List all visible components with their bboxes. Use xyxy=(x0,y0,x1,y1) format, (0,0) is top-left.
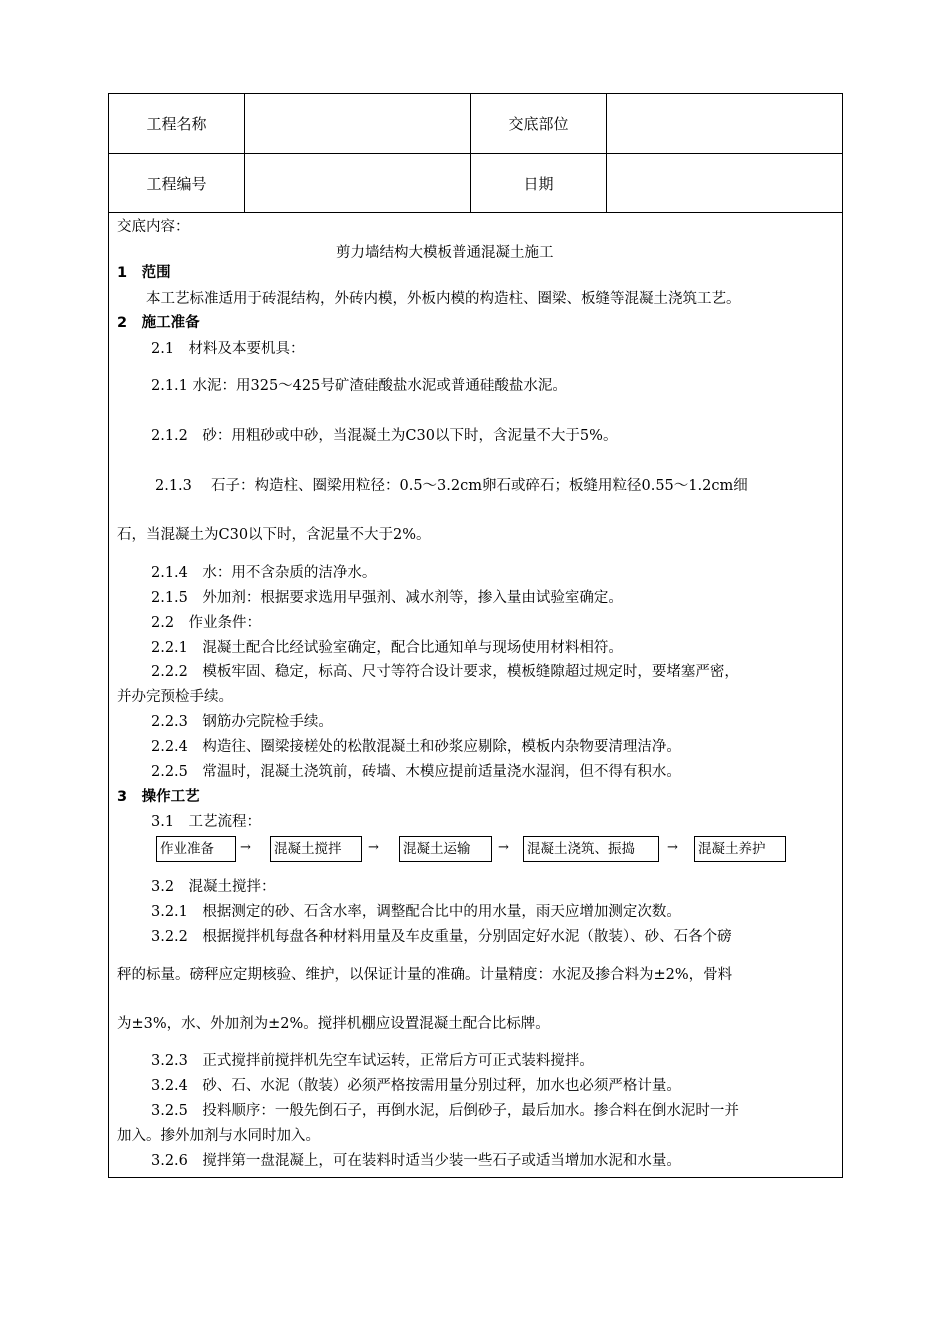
paragraph: 3.2.6 搅拌第一盘混凝上，可在装料时适当少装一些石子或适当增加水泥和水量。 xyxy=(151,1153,681,1169)
paragraph: 2.1.1 水泥：用325～425号矿渣硅酸盐水泥或普通硅酸盐水泥。 xyxy=(151,378,567,394)
subsection-heading: 2.1 材料及本要机具： xyxy=(151,341,305,357)
subsection-heading: 2.2 作业条件： xyxy=(151,615,262,631)
document-title: 剪力墙结构大模板普通混凝土施工 xyxy=(336,245,554,261)
arrow-right-icon: → xyxy=(667,840,678,855)
paragraph: 为±3%，水、外加剂为±2%。搅拌机棚应设置混凝土配合比标牌。 xyxy=(117,1016,550,1032)
paragraph: 3.2.1 根据测定的砂、石含水率，调整配合比中的用水量，雨天应增加测定次数。 xyxy=(151,904,681,920)
section-heading: 2 施工准备 xyxy=(117,315,200,331)
project-no-label: 工程编号 xyxy=(146,174,207,193)
paragraph: 3.2.5 投料顺序：一般先倒石子，再倒水泥，后倒砂子，最后加水。掺合料在倒水泥时一并 xyxy=(151,1103,739,1119)
arrow-right-icon: → xyxy=(498,840,509,855)
content-label: 交底内容： xyxy=(117,219,190,235)
section-heading: 3 操作工艺 xyxy=(117,789,200,805)
arrow-right-icon: → xyxy=(240,840,251,855)
paragraph: 2.2.2 模板牢固、稳定，标高、尺寸等符合设计要求，模板缝隙超过规定时，要堵塞严密， xyxy=(151,664,739,680)
date-value[interactable] xyxy=(607,154,842,212)
paragraph: 3.2.4 砂、石、水泥（散装）必须严格按需用量分别过秤，加水也必须严格计量。 xyxy=(151,1078,681,1094)
subsection-heading: 3.2 混凝土搅拌： xyxy=(151,879,276,895)
paragraph: 2.2.5 常温时，混凝土浇筑前，砖墙、木模应提前适量浇水湿润，但不得有积水。 xyxy=(151,764,681,780)
part-label: 交底部位 xyxy=(508,115,569,133)
subsection-heading: 3.1 工艺流程： xyxy=(151,814,262,830)
flow-step: 混凝土养护 xyxy=(694,836,786,862)
paragraph: 2.1.3 石子：构造柱、圈梁用粒径：0.5～3.2cm卵石或碎石；板缝用粒径0.55～1.2cm细 xyxy=(155,478,748,494)
paragraph: 2.1.4 水：用不含杂质的洁净水。 xyxy=(151,565,377,581)
part-value[interactable] xyxy=(607,94,842,153)
paragraph: 2.1.2 砂：用粗砂或中砂，当混凝土为C30以下时，含泥量不大于5%。 xyxy=(151,428,618,444)
flow-step: 混凝土浇筑、振捣 xyxy=(523,836,659,862)
paragraph: 石，当混凝土为C30以下时，含泥量不大于2%。 xyxy=(117,527,431,543)
flow-step: 作业准备 xyxy=(156,836,236,862)
date-label: 日期 xyxy=(523,174,554,193)
flow-step: 混凝土运输 xyxy=(399,836,492,862)
flow-step: 混凝土搅拌 xyxy=(270,836,362,862)
paragraph: 秤的标量。磅秤应定期核验、维护，以保证计量的准确。计量精度：水泥及掺合料为±2%，骨料 xyxy=(117,967,733,983)
paragraph: 加入。掺外加剂与水同时加入。 xyxy=(117,1128,320,1144)
paragraph: 3.2.2 根据搅拌机每盘各种材料用量及车皮重量，分别固定好水泥（散装）、砂、石各个磅 xyxy=(151,929,732,945)
paragraph: 2.2.4 构造往、圈梁接槎处的松散混凝土和砂浆应剔除，模板内杂物要清理洁净。 xyxy=(151,739,681,755)
paragraph: 本工艺标准适用于砖混结构，外砖内模，外板内模的构造柱、圈梁、板缝等混凝土浇筑工艺。 xyxy=(146,291,741,307)
section-heading: 1 范围 xyxy=(117,265,171,281)
project-name-value[interactable] xyxy=(245,94,470,153)
row-divider xyxy=(109,212,842,213)
paragraph: 并办完预检手续。 xyxy=(117,689,233,705)
arrow-right-icon: → xyxy=(368,840,379,855)
project-name-label: 工程名称 xyxy=(146,115,207,133)
paragraph: 3.2.3 正式搅拌前搅拌机先空车试运转，正常后方可正式装料搅拌。 xyxy=(151,1053,594,1069)
paragraph: 2.1.5 外加剂：根据要求选用早强剂、减水剂等，掺入量由试验室确定。 xyxy=(151,590,623,606)
project-no-value[interactable] xyxy=(245,154,470,212)
paragraph: 2.2.1 混凝土配合比经试验室确定，配合比通知单与现场使用材料相符。 xyxy=(151,640,623,656)
paragraph: 2.2.3 钢筋办完院检手续。 xyxy=(151,714,333,730)
